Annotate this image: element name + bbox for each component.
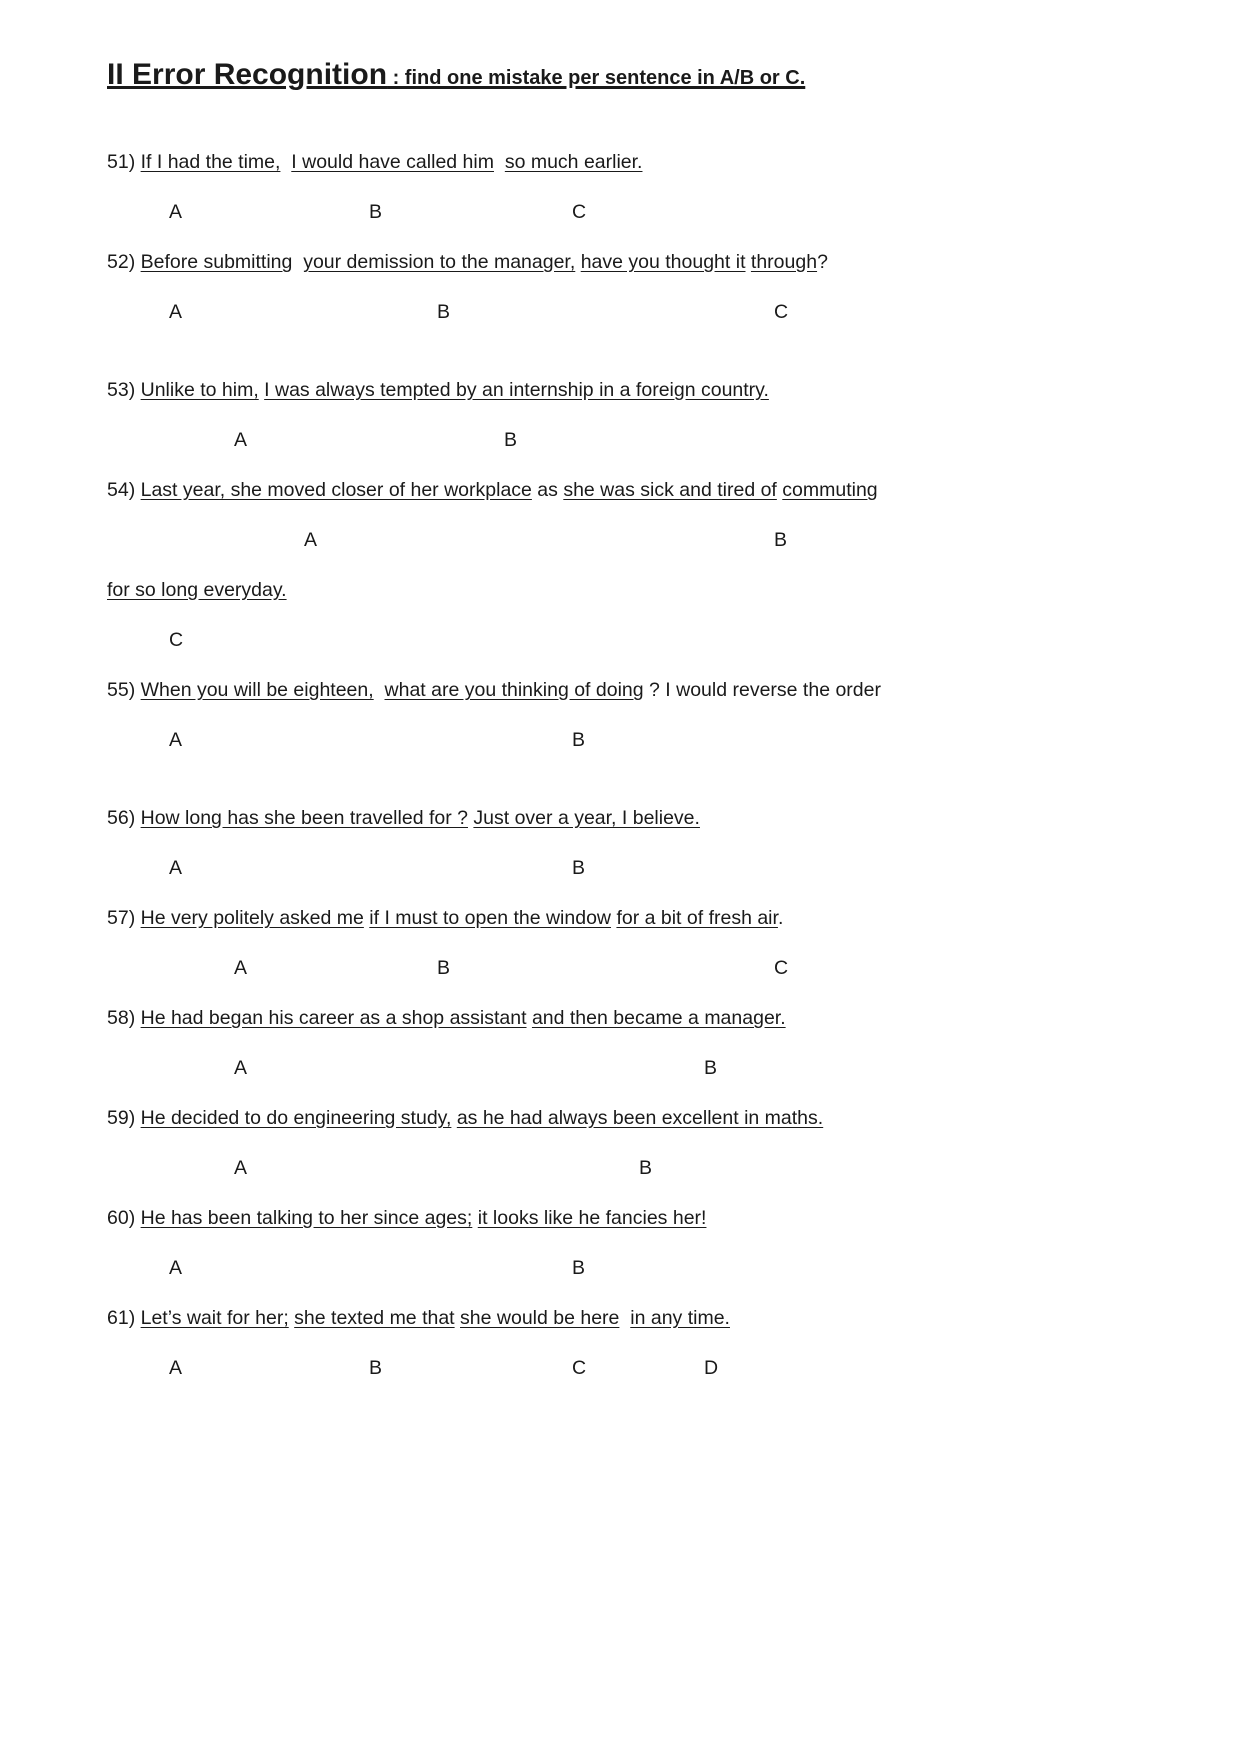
- answer-label-C: C: [572, 201, 587, 223]
- text-segment: [619, 1307, 630, 1329]
- answer-label-row: [107, 1154, 1180, 1182]
- answer-label-row: [107, 1354, 1180, 1382]
- sentence-line: [107, 676, 1180, 704]
- text-segment: [374, 679, 385, 701]
- sentence-line: [107, 576, 1180, 604]
- question-number: 56): [107, 807, 141, 829]
- text-segment: .: [777, 907, 784, 929]
- answer-label-A: A: [234, 1057, 248, 1079]
- question-number: 52): [107, 251, 141, 273]
- sentence-line: [107, 248, 1180, 276]
- underlined-segment: your demission to the manager,: [303, 251, 576, 273]
- question-59: [107, 1104, 1180, 1182]
- answer-label-C: C: [774, 957, 789, 979]
- answer-label-A: A: [234, 957, 248, 979]
- sentence-line: [107, 1304, 1180, 1332]
- underlined-segment: it looks like he fancies her!: [477, 1207, 707, 1229]
- underlined-segment: she would be here: [460, 1307, 620, 1329]
- underlined-segment: I was always tempted by an internship in a foreign country.: [264, 379, 769, 401]
- underlined-segment: have you thought it: [580, 251, 746, 273]
- answer-label-B: B: [572, 1257, 586, 1279]
- answer-label-B: B: [572, 857, 586, 879]
- sentence-line: [107, 148, 1180, 176]
- question-number: 55): [107, 679, 141, 701]
- page-title-subtitle: : find one mistake per sentence in A/B or C.: [387, 67, 806, 89]
- underlined-segment: for a bit of fresh air: [616, 907, 778, 929]
- answer-label-C: C: [774, 301, 789, 323]
- question-51: [107, 148, 1180, 226]
- answer-label-A: A: [169, 1357, 183, 1379]
- underlined-segment: Before submitting: [140, 251, 293, 273]
- question-number: 61): [107, 1307, 141, 1329]
- underlined-segment: she was sick and tired of: [563, 479, 777, 501]
- answer-label-A: A: [234, 1157, 248, 1179]
- question-number: 54): [107, 479, 141, 501]
- sentence-line: [107, 1204, 1180, 1232]
- answer-label-B: B: [639, 1157, 653, 1179]
- answer-label-B: B: [437, 301, 451, 323]
- text-segment: [494, 151, 505, 173]
- answer-label-A: A: [304, 529, 318, 551]
- text-segment: ? I would reverse the order: [643, 679, 881, 701]
- underlined-segment: How long has she been travelled for ?: [140, 807, 468, 829]
- underlined-segment: she texted me that: [294, 1307, 455, 1329]
- underlined-segment: He has been talking to her since ages;: [140, 1207, 473, 1229]
- sentence-line: [107, 804, 1180, 832]
- underlined-segment: through: [750, 251, 818, 273]
- answer-label-C: C: [169, 629, 184, 651]
- question-58: [107, 1004, 1180, 1082]
- question-number: 57): [107, 907, 141, 929]
- question-55: [107, 676, 1180, 754]
- answer-label-A: A: [169, 857, 183, 879]
- answer-label-row: [107, 1054, 1180, 1082]
- underlined-segment: Unlike to him,: [140, 379, 259, 401]
- answer-label-B: B: [369, 1357, 383, 1379]
- answer-label-B: B: [437, 957, 451, 979]
- answer-label-row: [107, 854, 1180, 882]
- underlined-segment: If I had the time,: [140, 151, 281, 173]
- underlined-segment: what are you thinking of doing: [384, 679, 644, 701]
- question-61: [107, 1304, 1180, 1382]
- text-segment: [280, 151, 291, 173]
- underlined-segment: He decided to do engineering study,: [140, 1107, 452, 1129]
- answer-label-A: A: [169, 301, 183, 323]
- text-segment: as: [531, 479, 564, 501]
- answer-label-A: A: [169, 201, 183, 223]
- answer-label-A: A: [169, 1257, 183, 1279]
- sentence-line: [107, 476, 1180, 504]
- underlined-segment: I would have called him: [291, 151, 494, 173]
- questions: [107, 148, 1180, 1382]
- sentence-line: [107, 904, 1180, 932]
- answer-label-row: [107, 198, 1180, 226]
- underlined-segment: if I must to open the window: [369, 907, 612, 929]
- underlined-segment: and then became a manager.: [531, 1007, 786, 1029]
- page-title-main: II Error Recognition: [107, 58, 388, 91]
- question-52: [107, 248, 1180, 326]
- answer-label-B: B: [369, 201, 383, 223]
- underlined-segment: When you will be eighteen,: [140, 679, 374, 701]
- question-54: [107, 476, 1180, 654]
- answer-label-B: B: [572, 729, 586, 751]
- question-60: [107, 1204, 1180, 1282]
- answer-label-row: [107, 426, 1180, 454]
- answer-label-row: [107, 526, 1180, 554]
- question-number: 58): [107, 1007, 141, 1029]
- answer-label-B: B: [704, 1057, 718, 1079]
- answer-label-row: [107, 726, 1180, 754]
- underlined-segment: Last year, she moved closer of her workplace: [140, 479, 532, 501]
- text-segment: ?: [817, 251, 828, 273]
- answer-label-row: [107, 954, 1180, 982]
- question-number: 60): [107, 1207, 141, 1229]
- page-title: [107, 55, 1180, 98]
- underlined-segment: so much earlier.: [504, 151, 643, 173]
- answer-label-C: C: [572, 1357, 587, 1379]
- question-number: 53): [107, 379, 141, 401]
- answer-label-row: [107, 626, 1180, 654]
- sentence-line: [107, 1004, 1180, 1032]
- underlined-segment: as he had always been excellent in maths.: [456, 1107, 824, 1129]
- question-number: 51): [107, 151, 141, 173]
- underlined-segment: He had began his career as a shop assistant: [140, 1007, 527, 1029]
- underlined-segment: commuting: [782, 479, 878, 501]
- sentence-line: [107, 1104, 1180, 1132]
- answer-label-A: A: [234, 429, 248, 451]
- text-segment: [292, 251, 303, 273]
- underlined-segment: Let’s wait for her;: [140, 1307, 289, 1329]
- answer-label-row: [107, 1254, 1180, 1282]
- question-57: [107, 904, 1180, 982]
- answer-label-B: B: [774, 529, 788, 551]
- answer-label-B: B: [504, 429, 518, 451]
- answer-label-row: [107, 298, 1180, 326]
- underlined-segment: in any time.: [630, 1307, 730, 1329]
- question-number: 59): [107, 1107, 141, 1129]
- underlined-segment: He very politely asked me: [140, 907, 364, 929]
- underlined-segment: Just over a year, I believe.: [473, 807, 700, 829]
- question-56: [107, 804, 1180, 882]
- question-53: [107, 376, 1180, 454]
- underlined-segment: for so long everyday.: [107, 579, 287, 601]
- answer-label-A: A: [169, 729, 183, 751]
- sentence-line: [107, 376, 1180, 404]
- answer-label-D: D: [704, 1357, 719, 1379]
